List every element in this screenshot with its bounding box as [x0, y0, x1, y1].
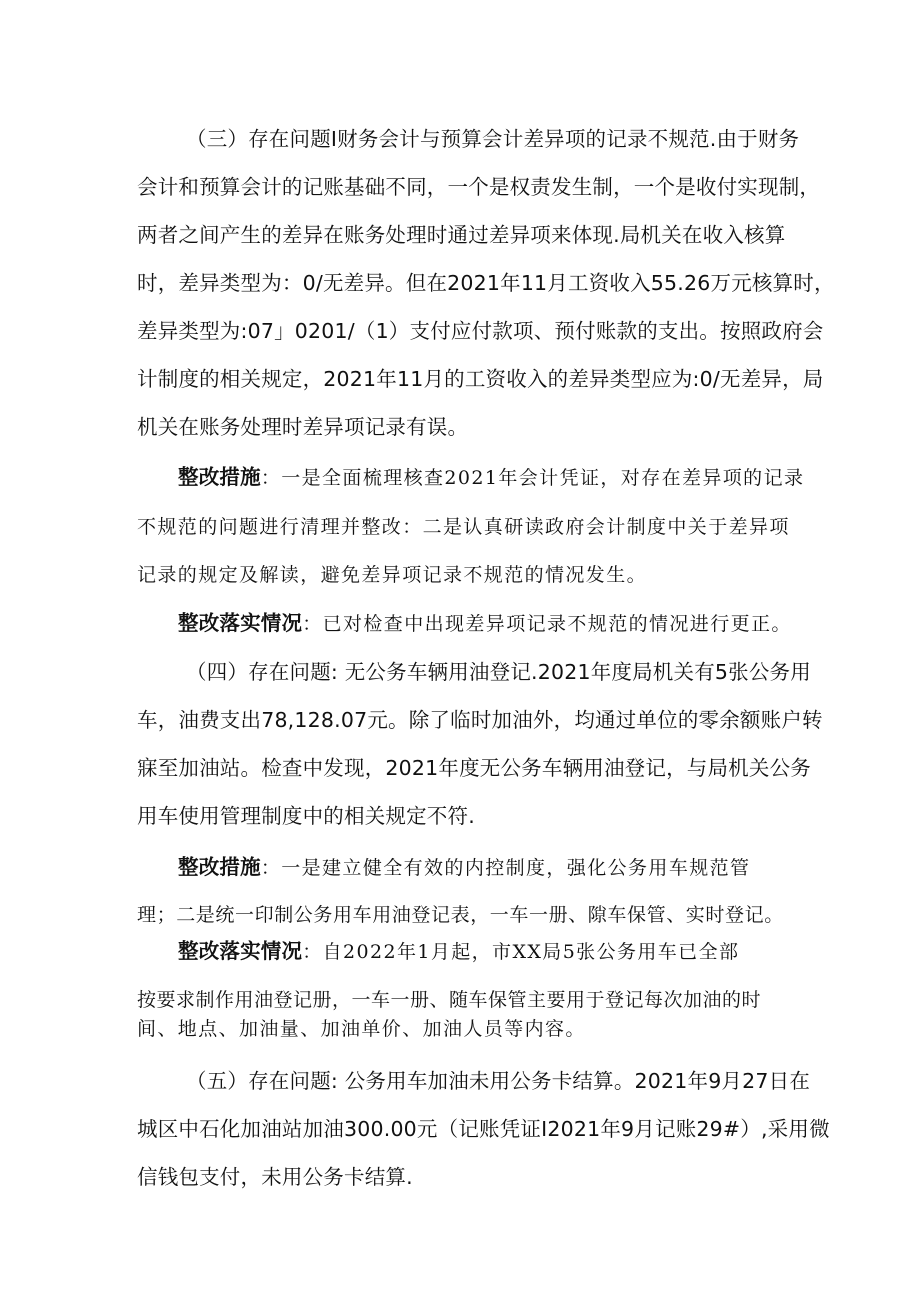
s4-status-text-1: ：自2022年1月起，市XX局5张公务用车已全部 [302, 941, 740, 963]
s4-measures-line-1 [178, 850, 750, 880]
s3-line-1: （三）存在问题I财务会计与预算会计差异项的记录不规范.由于财务 [186, 127, 800, 151]
s4-status-line-3: 间、地点、加油量、加油单价、加油人员等内容。 [137, 1018, 586, 1040]
s4-measures-label: 整改措施 [178, 855, 261, 879]
s4-line-3: 寐至加油站。检查中发现，2021年度无公务车辆用油登记，与局机关公务 [137, 756, 811, 780]
s3-status-text-1: ：已对检查中出现差异项记录不规范的情况进行更正。 [302, 613, 792, 635]
s3-line-3: 两者之间产生的差异在账务处理时通过差异项来体现.局机关在收入核算 [137, 223, 786, 247]
s4-status-label: 整改落实情况 [178, 939, 303, 963]
s3-line-6: 计制度的相关规定，2021年11月的工资收入的差异类型应为:0/无差异，局 [137, 367, 824, 391]
s4-line-1: （四）存在问题: 无公务车辆用油登记.2021年度局机关有5张公务用 [186, 660, 811, 684]
s4-status-line-2: 按要求制作用油登记册，一车一册、随车保管主要用于登记每次加油的时 [137, 989, 762, 1011]
s3-measures-line-2: 不规范的问题进行清理并整改：二是认真研读政府会计制度中关于差异项 [137, 516, 790, 538]
s4-measures-text-1: ：一是建立健全有效的内控制度，强化公务用车规范管 [260, 857, 751, 879]
s3-measures-text-1: ：一是全面梳理核查2021年会计凭证，对存在差异项的记录 [260, 467, 805, 489]
s3-line-2: 会计和预算会计的记账基础不同，一个是权责发生制，一个是收付实现制， [137, 175, 821, 199]
s4-measures-line-2: 理；二是统一印制公务用车用油登记表，一车一册、隙车保管、实时登记。 [137, 904, 784, 926]
s4-line-4: 用车使用管理制度中的相关规定不符. [137, 804, 475, 828]
s4-line-2: 车，油费支出78,128.07元。除了临时加油外，均通过单位的零余额账户转 [137, 708, 823, 732]
s3-line-7: 机关在账务处理时差异项记录有误。 [137, 415, 469, 439]
s3-status-line-1 [178, 606, 792, 636]
s5-line-1: （五）存在问题: 公务用车加油未用公务卡结算。2021年9月27日在 [186, 1069, 811, 1093]
s3-line-4: 时，差异类型为：0/无差异。但在2021年11月工资收入55.26万元核算时， [137, 271, 835, 295]
s3-line-5: 差异类型为:07」0201/（1）支付应付款项、预付账款的支出。按照政府会 [137, 319, 824, 343]
s3-measures-label: 整改措施 [178, 465, 261, 489]
s3-measures-line-1 [178, 460, 804, 490]
s5-line-3: 信钱包支付，未用公务卡结算. [137, 1165, 413, 1189]
s4-status-line-1 [178, 934, 739, 964]
s3-status-label: 整改落实情况 [178, 611, 303, 635]
s3-measures-line-3: 记录的规定及解读，避免差异项记录不规范的情况发生。 [137, 564, 648, 586]
s5-line-2: 城区中石化加油站加油300.00元（记账凭证I2021年9月记账29#）,采用微 [137, 1117, 830, 1141]
